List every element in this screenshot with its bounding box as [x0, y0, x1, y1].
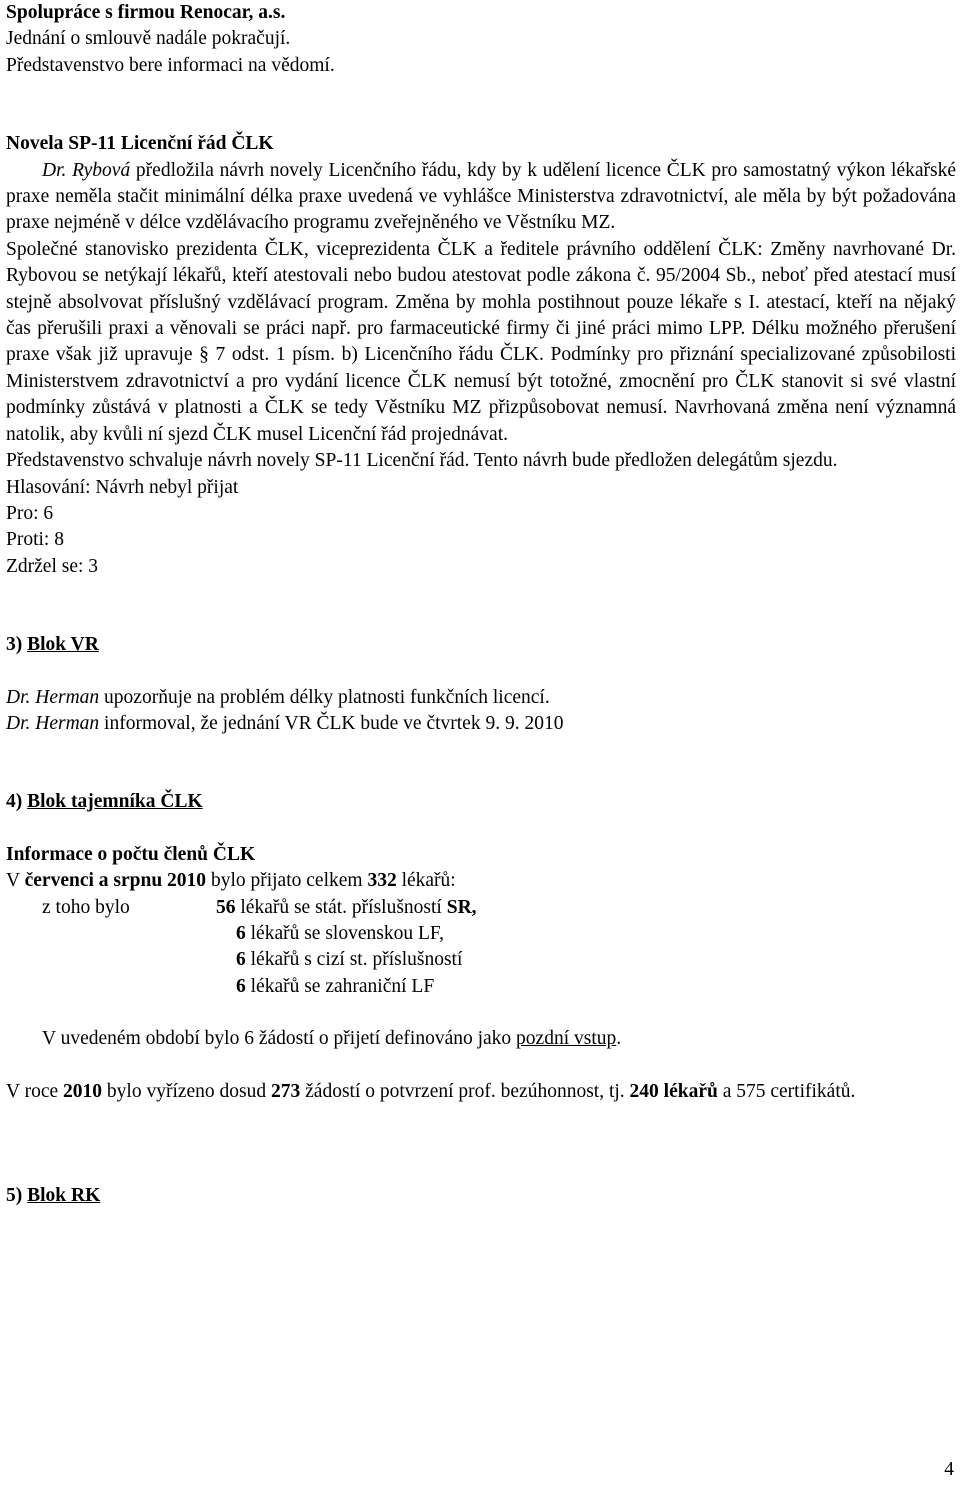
spacer: [6, 816, 956, 842]
spacer: [6, 737, 956, 789]
list-item: z toho bylo 56 lékařů se stát. příslušností SR,: [42, 896, 477, 918]
subheading-pocet-clenu: Informace o počtu členů ČLK: [6, 843, 256, 865]
spacer: [6, 1105, 956, 1157]
list-item: 6 lékařů se slovenskou LF,: [236, 922, 445, 944]
spacer: [6, 659, 956, 685]
vote-title: Hlasování: Návrh nebyl přijat: [6, 476, 239, 498]
section-heading-vr: 3) Blok VR: [6, 634, 99, 656]
list-item: 6 lékařů se zahraniční LF: [236, 975, 435, 997]
vote-zdrzel: Zdržel se: 3: [6, 555, 99, 577]
paragraph-rybova: Dr. Rybová předložila návrh novely Licenčního řádu, kdy by k udělení licence ČLK pro samostatný výkon lékařské praxe neměla stačit minimální délka praxe uvedená ve vyhlášce Ministerstva zdravotnictví, ale měla by být požadována praxe nejméně v délce vzdělávacího programu zveřejněného ve Věstníku MZ.: [6, 159, 956, 234]
spacer: [6, 1053, 956, 1079]
spacer: [6, 580, 956, 632]
vr-line-2: Dr. Herman informoval, že jednání VR ČLK bude ve čtvrtek 9. 9. 2010: [6, 712, 564, 734]
person-name: Dr. Herman: [6, 712, 100, 734]
list-item: 6 lékařů s cizí st. příslušností: [236, 949, 463, 971]
paragraph-stanovisko: Společné stanovisko prezidenta ČLK, viceprezidenta ČLK a ředitele právního oddělení ČLK: Změny navrhované Dr. Rybovou se netýkají lékařů, kteří atestovali nebo budou atestovat podle zákona č. 95/2004 Sb., neboť před atestací musí stejně absolvovat příslušný vzdělávací program. Změna by mohla postihnout pouze lékaře s I. atestací, kteří na nějaký čas přerušili praxi a věnovali se práci např. pro farmaceutické firmy či jiné práci mimo LPP. Délku možného přerušení praxe však již upravuje § 7 odst. 1 písm. b) Licenčního řádu ČLK. Podmínky pro přiznání specializované způsobilosti Ministerstvem zdravotnictví a pro vydání licence ČLK nemusí být totožné, zmocnění pro ČLK stanovit si své vlastní podmínky zůstává v platnosti a ČLK se tedy Věstníku MZ přizpůsobovat nemusí. Navrhovaná změna není významná natolik, aby kvůli ní sjezd ČLK musel Licenční řád projednávat.: [6, 238, 956, 445]
section-title-renocar: Spolupráce s firmou Renocar, a.s.: [6, 2, 286, 23]
bezuhonnost-paragraph: V roce 2010 bylo vyřízeno dosud 273 žádostí o potvrzení prof. bezúhonnost, tj. 240 lékařů a 575 certifikátů.: [6, 1080, 856, 1102]
vote-proti: Proti: 8: [6, 529, 64, 551]
spacer: [6, 1000, 956, 1026]
paragraph-schvaluje: Představenstvo schvaluje návrh novely SP-11 Licenční řád. Tento návrh bude předložen delegátům sjezdu.: [6, 450, 838, 472]
section-heading-rk: 5) Blok RK: [6, 1185, 101, 1206]
person-name: Dr. Rybová: [42, 159, 131, 181]
text-line: Jednání o smlouvě nadále pokračují.: [6, 28, 291, 50]
vr-line-1: Dr. Herman upozorňuje na problém délky platnosti funkčních licencí.: [6, 686, 550, 708]
spacer: [6, 1157, 956, 1183]
section-heading-tajemnik: 4) Blok tajemníka ČLK: [6, 791, 203, 813]
late-entry-line: V uvedeném období bylo 6 žádostí o přijetí definováno jako pozdní vstup.: [42, 1028, 622, 1050]
page-number: 4: [944, 1459, 954, 1480]
vote-pro: Pro: 6: [6, 502, 54, 524]
text-line: Představenstvo bere informaci na vědomí.: [6, 54, 335, 76]
section-title-novela: Novela SP-11 Licenční řád ČLK: [6, 133, 274, 155]
intro-line: V červenci a srpnu 2010 bylo přijato celkem 332 lékařů:: [6, 870, 456, 892]
spacer: [6, 79, 956, 131]
person-name: Dr. Herman: [6, 686, 100, 708]
document-page: [6, 0, 956, 1209]
